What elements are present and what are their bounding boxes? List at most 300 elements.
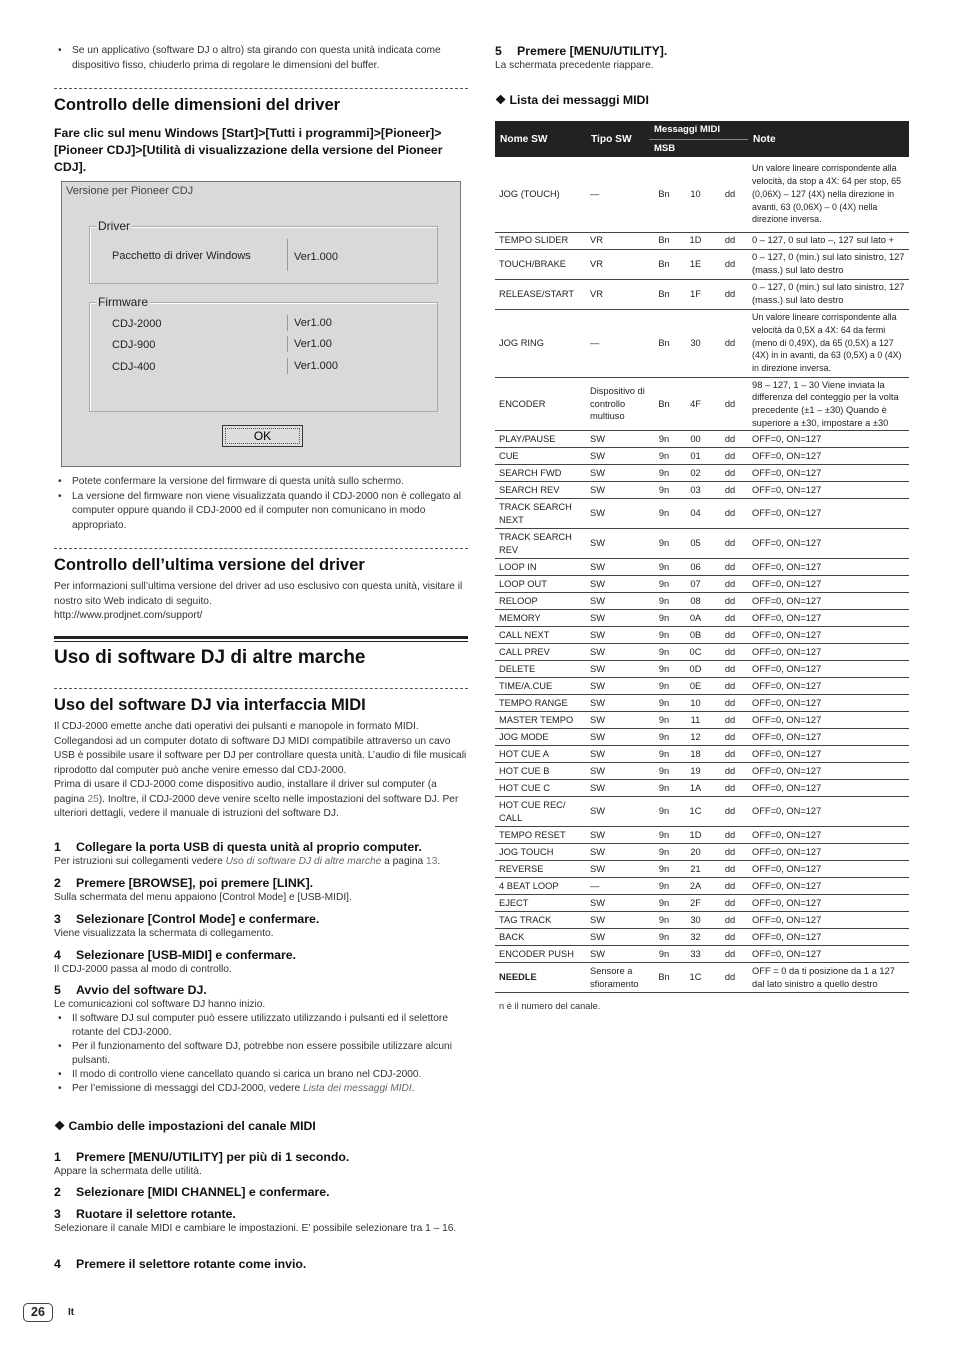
cell-status: 9n [649,729,679,746]
cell-status: Bn [649,963,679,993]
cell-type: SW [586,746,649,763]
cell-type: VR [586,279,649,309]
cell-msb: 07 [679,576,712,593]
version-dialog [61,181,461,467]
dialog-title: Versione per Pioneer CDJ [66,185,194,197]
section-title: Controllo delle dimensioni del driver [54,96,341,114]
cell-name: MEMORY [495,610,586,627]
cell-msb: 2A [679,878,712,895]
cell-msb: 0C [679,644,712,661]
cell-note: OFF=0, ON=127 [748,465,909,482]
step-2: 2 Premere [BROWSE], poi premere [LINK]. Sulla schermata del menu appaiono [Control Mode] e [USB-MIDI]. [54,876,352,903]
cell-note: OFF=0, ON=127 [748,482,909,499]
cell-note: OFF=0, ON=127 [748,861,909,878]
cell-name: CALL PREV [495,644,586,661]
cell-note: OFF=0, ON=127 [748,895,909,912]
table-row [495,644,909,661]
cell-name: LOOP OUT [495,576,586,593]
table-row [495,729,909,746]
page-number: 26 [23,1303,53,1322]
list-item: • Per l’emissione di messaggi del CDJ-2000, vedere Lista dei messaggi MIDI. [54,1082,468,1096]
cell-msb: 0B [679,627,712,644]
cell-msb: 30 [679,912,712,929]
cell-status: 9n [649,610,679,627]
cell-status: 9n [649,780,679,797]
cell-name: SEARCH FWD [495,465,586,482]
step-1: 1 Collegare la porta USB di questa unità al proprio computer. Per istruzioni sui collegamenti vedere Uso di software DJ di altre marche a pagina 13. [54,840,441,867]
cell-note: Un valore lineare corrispondente alla velocità, da stop a 4X: 64 per stop, 65 (0,06X) – 127 (4X) nella direzione in avanti, 63 (0,06X) – 0 (4X) nella direzione inversa. [748,157,909,232]
cell-data: dd [712,946,748,963]
cell-status: 9n [649,763,679,780]
cell-data: dd [712,780,748,797]
cell-data: dd [712,861,748,878]
cell-note: 98 – 127, 1 – 30 Viene inviata la differenza del conteggio per la volta precedente (±1 – ±30) Quando è superiore a ±30, impostare a ±30 [748,377,909,431]
cell-data: dd [712,249,748,279]
section-title: Uso del software DJ via interfaccia MIDI [54,696,366,714]
cell-data: dd [712,279,748,309]
table-row [495,678,909,695]
firmware-name: CDJ-900 [112,339,156,351]
rule [54,641,468,642]
table-row [495,576,909,593]
cell-name: JOG (TOUCH) [495,157,586,232]
table-row [495,377,909,431]
cell-msb: 0A [679,610,712,627]
cell-name: ENCODER PUSH [495,946,586,963]
step-3: 3 Selezionare [Control Mode] e confermare. Viene visualizzata la schermata di collegamento. [54,912,320,939]
cell-data: dd [712,576,748,593]
cell-status: 9n [649,529,679,559]
table-row [495,309,909,377]
cell-type: SW [586,627,649,644]
table-row [495,465,909,482]
separator [287,315,288,331]
cell-status: 9n [649,861,679,878]
channel-step-4: 4 Premere il selettore rotante come invio. [54,1257,307,1271]
cell-note: 0 – 127, 0 (min.) sul lato sinistro, 127 (mass.) sul lato destro [748,279,909,309]
cell-msb: 1F [679,279,712,309]
midi-message-table [495,121,909,993]
cell-note: OFF=0, ON=127 [748,827,909,844]
paragraph: Il CDJ-2000 emette anche dati operativi dei pulsanti e manopole in formato MIDI. Collegandosi ad un computer dotato di software DJ MIDI compatibile attraverso un cavo USB è possibile usare il software per DJ per controllare questa unità. L’audio di file musicali riprodotto dal computer può anche venire emesso dal CDJ-2000. Prima di usare il CDJ-2000 come dispositivo audio, installare il driver sul computer (a pagina 25). Inoltre, il CDJ-2000 deve venire scelto nelle impostazioni del software DJ. Per ulteriori dettagli, vedere il manuale di istruzioni del software DJ. [54,721,467,819]
table-row [495,746,909,763]
channel-step-2: 2 Selezionare [MIDI CHANNEL] e confermare. [54,1185,330,1199]
firmware-version: Ver1.00 [294,317,332,329]
midi-table-body [495,157,909,993]
cell-note: OFF=0, ON=127 [748,431,909,448]
page-title: Uso di software DJ di altre marche [54,647,366,668]
cell-note: OFF=0, ON=127 [748,610,909,627]
cell-note: 0 – 127, 0 (min.) sul lato sinistro, 127 (mass.) sul lato destro [748,249,909,279]
cell-data: dd [712,678,748,695]
cell-name: REVERSE [495,861,586,878]
firmware-name: CDJ-2000 [112,318,162,330]
cell-msb: 2F [679,895,712,912]
cell-msb: 1C [679,963,712,993]
cell-type: Dispositivo di controllo multiuso [586,377,649,431]
cell-note: OFF = 0 da ti posizione da 1 a 127 dal lato sinistro a quello destro [748,963,909,993]
cell-type: SW [586,576,649,593]
cell-msb: 20 [679,844,712,861]
table-row [495,627,909,644]
cell-msb: 19 [679,763,712,780]
cell-msb: 04 [679,499,712,529]
cell-name: JOG MODE [495,729,586,746]
cell-msb: 01 [679,448,712,465]
cell-name: CALL NEXT [495,627,586,644]
cell-name: TRACK SEARCH NEXT [495,499,586,529]
cell-name: HOT CUE C [495,780,586,797]
cell-msb: 32 [679,929,712,946]
cell-type: SW [586,844,649,861]
table-row [495,232,909,249]
driver-name: Pacchetto di driver Windows [112,250,251,262]
table-row [495,279,909,309]
ok-button[interactable]: OK [222,425,303,447]
cell-type: SW [586,482,649,499]
list-item: • Il software DJ sul computer può essere utilizzato utilizzando i pulsanti ed il selettore rotante del CDJ-2000. [54,1012,468,1040]
cell-status: 9n [649,946,679,963]
cell-note: OFF=0, ON=127 [748,593,909,610]
cell-data: dd [712,895,748,912]
cell-data: dd [712,746,748,763]
cell-type: — [586,309,649,377]
table-row [495,482,909,499]
cell-status: 9n [649,593,679,610]
table-row [495,780,909,797]
cell-note: OFF=0, ON=127 [748,878,909,895]
cell-type: VR [586,249,649,279]
cell-status: 9n [649,499,679,529]
cell-msb: 02 [679,465,712,482]
cell-name: ENCODER [495,377,586,431]
cell-type: SW [586,729,649,746]
cell-data: dd [712,377,748,431]
cell-type: SW [586,593,649,610]
firmware-name: CDJ-400 [112,361,156,373]
table-row [495,249,909,279]
driver-group: Driver Pacchetto di driver Windows Ver1.000 [89,226,438,284]
separator [287,336,288,352]
step5-bullets [54,1012,468,1096]
table-row [495,559,909,576]
cell-status: 9n [649,827,679,844]
rule [54,636,468,639]
cell-status: 9n [649,712,679,729]
cell-data: dd [712,431,748,448]
cell-msb: 30 [679,309,712,377]
table-row [495,895,909,912]
cell-type: SW [586,780,649,797]
channel-step-1: 1 Premere [MENU/UTILITY] per più di 1 secondo. Appare la schermata delle utilità. [54,1150,350,1177]
cell-data: dd [712,695,748,712]
cell-msb: 1D [679,827,712,844]
cell-msb: 10 [679,157,712,232]
list-item: • Se un applicativo (software DJ o altro) sta girando con questa unità indicata come dispositivo fisso, chiuderlo prima di regolare le dimensioni del buffer. [54,44,468,73]
cell-msb: 0E [679,678,712,695]
cell-data: dd [712,465,748,482]
cell-data: dd [712,499,748,529]
cell-data: dd [712,729,748,746]
cell-data: dd [712,559,748,576]
subsection-title: ❖ Cambio delle impostazioni del canale MIDI [54,1119,316,1133]
table-row [495,695,909,712]
cell-name: HOT CUE REC/ CALL [495,797,586,827]
list-item: • Per il funzionamento del software DJ, potrebbe non essere possibile utilizzare alcuni pulsanti. [54,1040,468,1068]
table-row [495,861,909,878]
cell-type: SW [586,912,649,929]
section-title: Controllo dell’ultima versione del driver [54,556,365,574]
table-row [495,827,909,844]
paragraph: Per informazioni sull’ultima versione del driver ad uso esclusivo con questa unità, visitare il nostro sito Web indicato di seguito. http://www.prodjnet.com/support/ [54,580,468,624]
step-4: 4 Selezionare [USB-MIDI] e confermare. Il CDJ-2000 passa al modo di controllo. [54,948,297,975]
cell-msb: 1D [679,232,712,249]
cell-note: OFF=0, ON=127 [748,797,909,827]
subsection-title: ❖ Lista dei messaggi MIDI [495,93,649,107]
cell-name: EJECT [495,895,586,912]
cell-msb: 10 [679,695,712,712]
cell-note: OFF=0, ON=127 [748,780,909,797]
divider [54,688,468,689]
cell-status: 9n [649,695,679,712]
cell-type: SW [586,946,649,963]
cell-name: SEARCH REV [495,482,586,499]
cell-note: 0 – 127, 0 sul lato –, 127 sul lato + [748,232,909,249]
firmware-version: Ver1.00 [294,338,332,350]
cell-data: dd [712,912,748,929]
cell-type: SW [586,661,649,678]
cell-msb: 1C [679,797,712,827]
firmware-version: Ver1.000 [294,360,339,372]
cell-status: 9n [649,627,679,644]
cell-msb: 11 [679,712,712,729]
cell-type: — [586,157,649,232]
cell-status: Bn [649,309,679,377]
cell-msb: 06 [679,559,712,576]
table-row [495,844,909,861]
cell-status: Bn [649,279,679,309]
list-item: • Il modo di controllo viene cancellato quando si carica un brano nel CDJ-2000. [54,1068,468,1082]
cell-data: dd [712,309,748,377]
table-row [495,878,909,895]
cell-note: OFF=0, ON=127 [748,644,909,661]
cell-name: TIME/A.CUE [495,678,586,695]
cell-type: SW [586,763,649,780]
cell-msb: 4F [679,377,712,431]
cell-note: OFF=0, ON=127 [748,763,909,780]
cell-type: SW [586,797,649,827]
cell-data: dd [712,712,748,729]
table-row [495,712,909,729]
cell-status: Bn [649,232,679,249]
col-header-type: Tipo SW [586,121,649,157]
cell-note: OFF=0, ON=127 [748,559,909,576]
channel-step-3: 3 Ruotare il selettore rotante. Selezionare il canale MIDI e cambiare le impostazioni. E’ possibile selezionare tra 1 – 16. [54,1207,457,1234]
cell-data: dd [712,232,748,249]
cell-type: SW [586,929,649,946]
cell-name: RELOOP [495,593,586,610]
driver-version: Ver1.000 [294,251,339,263]
support-url: http://www.prodjnet.com/support/ [54,610,203,621]
diamond-icon: ❖ [54,1119,69,1133]
cell-data: dd [712,610,748,627]
cell-type: SW [586,431,649,448]
table-row [495,946,909,963]
language-label: It [68,1307,75,1318]
cell-note: OFF=0, ON=127 [748,912,909,929]
cell-note: OFF=0, ON=127 [748,695,909,712]
cell-name: 4 BEAT LOOP [495,878,586,895]
cell-name: TAG TRACK [495,912,586,929]
cell-note: OFF=0, ON=127 [748,844,909,861]
cell-type: SW [586,861,649,878]
cell-msb: 05 [679,529,712,559]
step-5: 5 Avvio del software DJ. Le comunicazioni col software DJ hanno inizio. • Il software DJ sul computer può essere utilizzato utilizzando i pulsanti ed il selettore rotante del CDJ-2000. • Per il funzionamento del software DJ, potrebbe non essere possibile utilizzare alcuni pulsanti. • Il modo di controllo viene cancellato quando si carica un brano nel CDJ-2000. • Per l’emissione di messaggi del CDJ-2000, vedere Lista dei messaggi MIDI. [54,983,468,1096]
cell-status: 9n [649,929,679,946]
cell-name: RELEASE/START [495,279,586,309]
cell-data: dd [712,763,748,780]
cell-status: 9n [649,482,679,499]
table-row [495,797,909,827]
cell-data: dd [712,482,748,499]
cell-type: SW [586,499,649,529]
cell-status: Bn [649,157,679,232]
table-row [495,661,909,678]
divider [54,548,468,549]
cell-msb: 00 [679,431,712,448]
instruction: Fare clic sul menu Windows [Start]>[Tutti i programmi]>[Pioneer]>[Pioneer CDJ]>[Utilità di visualizzazione della versione del Pioneer CDJ]. [54,126,443,174]
cell-status: 9n [649,576,679,593]
table-row [495,499,909,529]
cell-data: dd [712,844,748,861]
cell-note: OFF=0, ON=127 [748,746,909,763]
cell-name: PLAY/PAUSE [495,431,586,448]
table-row [495,963,909,993]
cell-data: dd [712,448,748,465]
cell-name: JOG TOUCH [495,844,586,861]
col-header-note: Note [748,121,909,157]
cell-name: TEMPO SLIDER [495,232,586,249]
cell-note: OFF=0, ON=127 [748,448,909,465]
list-item: • La versione del firmware non viene visualizzata quando il CDJ-2000 non è collegato al computer oppure quando il CDJ-2000 ed il computer non comunicano in modo appropriato. [54,490,468,534]
cell-type: SW [586,678,649,695]
cell-data: dd [712,929,748,946]
firmware-group: Firmware CDJ-2000 Ver1.00 CDJ-900 Ver1.00 CDJ-400 Ver1.000 [89,302,438,412]
cell-type: SW [586,559,649,576]
step-5-menu: 5 Premere [MENU/UTILITY]. La schermata precedente riappare. [495,44,668,71]
cell-data: dd [712,797,748,827]
cell-status: 9n [649,678,679,695]
cell-status: 9n [649,895,679,912]
table-row [495,929,909,946]
separator [287,358,288,374]
cell-status: 9n [649,661,679,678]
cell-note: OFF=0, ON=127 [748,661,909,678]
table-row [495,610,909,627]
cell-msb: 03 [679,482,712,499]
cell-name: NEEDLE [495,963,586,993]
cell-status: 9n [649,644,679,661]
cell-msb: 1E [679,249,712,279]
cell-type: SW [586,895,649,912]
cell-note: OFF=0, ON=127 [748,529,909,559]
separator [287,239,288,271]
cell-status: 9n [649,844,679,861]
cell-note: OFF=0, ON=127 [748,576,909,593]
cell-name: TEMPO RANGE [495,695,586,712]
table-row [495,529,909,559]
cell-status: 9n [649,448,679,465]
cell-name: TRACK SEARCH REV [495,529,586,559]
cell-note: OFF=0, ON=127 [748,499,909,529]
diamond-icon: ❖ [495,93,510,107]
col-header-name: Nome SW [495,121,586,157]
cell-status: 9n [649,912,679,929]
cell-status: 9n [649,797,679,827]
cell-status: 9n [649,431,679,448]
cell-type: VR [586,232,649,249]
cell-note: OFF=0, ON=127 [748,929,909,946]
cell-note: OFF=0, ON=127 [748,729,909,746]
divider [54,88,468,89]
list-item: • Potete confermare la versione del firmware di questa unità sullo schermo. [54,475,468,490]
cell-data: dd [712,878,748,895]
table-row [495,593,909,610]
cell-note: OFF=0, ON=127 [748,946,909,963]
intro-bullets [54,44,468,73]
cell-type: SW [586,827,649,844]
cell-data: dd [712,661,748,678]
cell-name: HOT CUE A [495,746,586,763]
cell-status: 9n [649,559,679,576]
cell-type: SW [586,448,649,465]
cell-msb: 18 [679,746,712,763]
cell-name: JOG RING [495,309,586,377]
col-header-msb: MSB [649,139,748,157]
cell-status: 9n [649,878,679,895]
cell-name: TOUCH/BRAKE [495,249,586,279]
cell-data: dd [712,593,748,610]
cell-type: Sensore a sfioramento [586,963,649,993]
table-row [495,157,909,232]
cell-data: dd [712,157,748,232]
cell-status: 9n [649,465,679,482]
cell-type: SW [586,712,649,729]
cell-note: OFF=0, ON=127 [748,712,909,729]
cell-data: dd [712,827,748,844]
cell-data: dd [712,963,748,993]
cell-data: dd [712,644,748,661]
table-footnote: n è il numero del canale. [499,1001,601,1011]
cell-status: Bn [649,377,679,431]
dialog-notes [54,475,468,533]
cell-status: Bn [649,249,679,279]
cell-name: HOT CUE B [495,763,586,780]
cell-msb: 12 [679,729,712,746]
cell-name: TEMPO RESET [495,827,586,844]
cell-type: SW [586,610,649,627]
cell-msb: 21 [679,861,712,878]
cell-type: SW [586,465,649,482]
cell-data: dd [712,529,748,559]
cell-name: DELETE [495,661,586,678]
cell-note: OFF=0, ON=127 [748,678,909,695]
cell-msb: 08 [679,593,712,610]
cell-data: dd [712,627,748,644]
table-row [495,912,909,929]
cell-name: MASTER TEMPO [495,712,586,729]
cell-name: BACK [495,929,586,946]
